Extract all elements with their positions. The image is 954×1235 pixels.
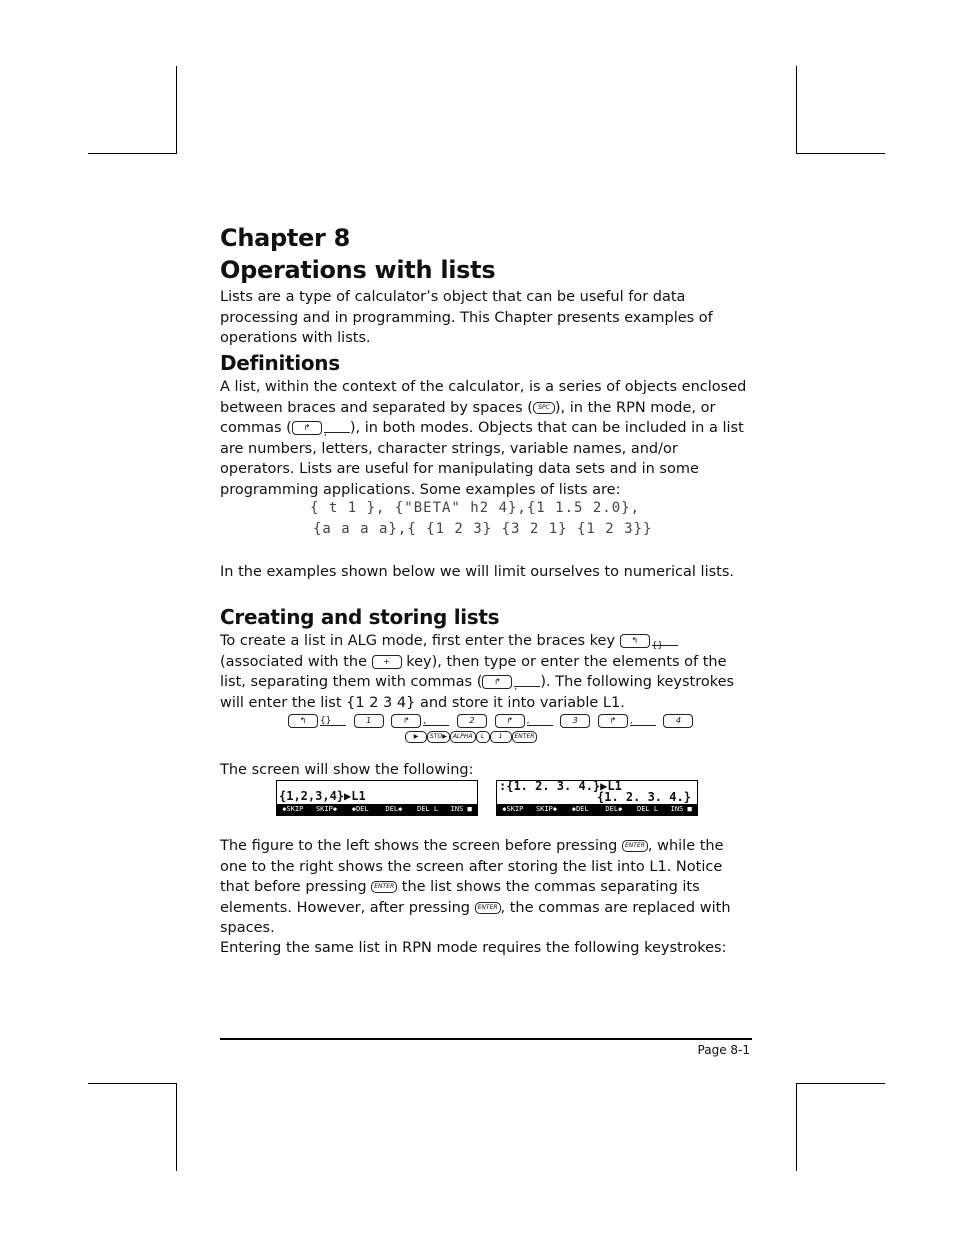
alpha-key: ALPHA [450,731,476,743]
plus-key-icon: + [372,655,402,669]
footer-rule [220,1038,752,1040]
definitions-paragraph [220,377,755,500]
list-example-line-1: { t 1 }, {"BETA" h2 4},{1 1.5 2.0}, [310,500,641,516]
crop-mark [796,1083,885,1084]
definitions-heading: Definitions [220,351,340,375]
letter-key: L [476,731,490,743]
calculator-screen-after [496,780,698,816]
crop-mark [796,1083,797,1171]
softkey-label: SKIP◆ [311,804,343,815]
chapter-title: Operations with lists [220,256,496,284]
enter-key-icon: ENTER [475,902,501,914]
screen-line: {1,2,3,4}▶L1 [279,789,366,803]
right-shift-key-icon: ↱ [482,675,512,689]
left-shift-key-icon: ↰ [288,714,318,728]
softkey-label: DEL◆ [598,804,630,815]
softkey-menu [497,804,697,815]
softkey-label: ◆SKIP [497,804,529,815]
sto-key: STO▶ [427,731,450,743]
softkey-label: ◆SKIP [277,804,309,815]
comma-key-icon: , [527,716,553,726]
digit-key: 4 [663,714,693,728]
creating-heading: Creating and storing lists [220,605,500,629]
creating-paragraph [220,631,755,713]
softkey-label: SKIP◆ [531,804,563,815]
chapter-number: Chapter 8 [220,224,351,252]
left-shift-key-icon: ↰ [620,634,650,648]
crop-mark [796,66,797,154]
creating-text-d: ). The following keystrokes will enter the list {1 2 3 4} and store it into variable L1. [220,674,735,711]
right-arrow-key-icon: ▶ [405,731,427,743]
right-shift-key-icon: ↱ [598,714,628,728]
creating-text-a: To create a list in ALG mode, first enter the braces key [220,633,616,649]
softkey-label: DEL L [412,804,444,815]
crop-mark [796,153,885,154]
right-shift-key-icon: ↱ [292,421,322,435]
crop-mark [88,1083,177,1084]
braces-key-icon: {} [320,716,346,726]
crop-mark [88,153,177,154]
figure-text-a: The figure to the left shows the screen before pressing [220,838,618,854]
softkey-label: INS ■ [445,804,477,815]
softkey-label: ◆DEL [344,804,376,815]
definitions-text-c: ), in both modes. Objects that can be included in a list are numbers, letters, character strings, variable names, and/or operators. Lists are useful for manipulating data sets and in some programming applications. Some examples of lists are: [220,420,744,498]
screen-line: {1. 2. 3. 4.} [597,790,691,804]
creating-text-b: (associated with the [220,653,367,670]
screen-intro: The screen will show the following: [220,762,474,778]
comma-key-icon: , [423,716,449,726]
comma-key-icon: , [514,677,540,687]
comma-key-icon: , [324,423,350,433]
enter-key-icon: ENTER [371,881,397,893]
numerical-note: In the examples shown below we will limit ourselves to numerical lists. [220,564,734,580]
figure-text-b: , while the one to the right shows the screen after storing the list into L1. Notice that before pressing [220,838,724,895]
creating-text-c: key), then type or enter the elements of the list, separating them with commas ( [220,653,727,690]
enter-key: ENTER [512,731,538,743]
keystroke-row-1 [288,713,693,728]
comma-key-icon: , [630,716,656,726]
crop-mark [176,1083,177,1171]
softkey-label: DEL L [632,804,664,815]
digit-key: 3 [560,714,590,728]
right-shift-key-icon: ↱ [391,714,421,728]
digit-key: 2 [457,714,487,728]
softkey-menu [277,804,477,815]
softkey-label: INS ■ [665,804,697,815]
softkey-label: ◆DEL [564,804,596,815]
figure-explanation [220,836,755,939]
list-example-line-2: {a a a a},{ {1 2 3} {3 2 1} {1 2 3}} [313,521,653,537]
digit-key: 1 [354,714,384,728]
enter-key-icon: ENTER [622,840,648,852]
crop-mark [176,66,177,154]
definitions-text-b: ), in the RPN mode, or commas ( [220,399,716,436]
calculator-screen-before [276,780,478,816]
braces-key-icon: {} [652,636,678,646]
definitions-text-a: A list, within the context of the calculator, is a series of objects enclosed between braces and separated by spaces ( [220,379,747,416]
keystroke-row-2 [405,729,537,743]
figure-text-c: the list shows the commas separating its elements. However, after pressing [220,879,700,916]
softkey-label: DEL◆ [378,804,410,815]
figure-text-d: , the commas are replaced with spaces. [220,899,731,936]
rpn-note: Entering the same list in RPN mode requires the following keystrokes: [220,940,727,956]
spc-key-icon: SPC [533,402,555,414]
right-shift-key-icon: ↱ [495,714,525,728]
digit-key: 1 [490,731,512,743]
screen-line: :{1. 2. 3. 4.}▶L1 [499,779,622,793]
intro-paragraph: Lists are a type of calculator’s object that can be useful for data processing and in programming. This Chapter presents examples of operations with lists. [220,289,713,346]
page-number: Page 8-1 [697,1043,750,1057]
